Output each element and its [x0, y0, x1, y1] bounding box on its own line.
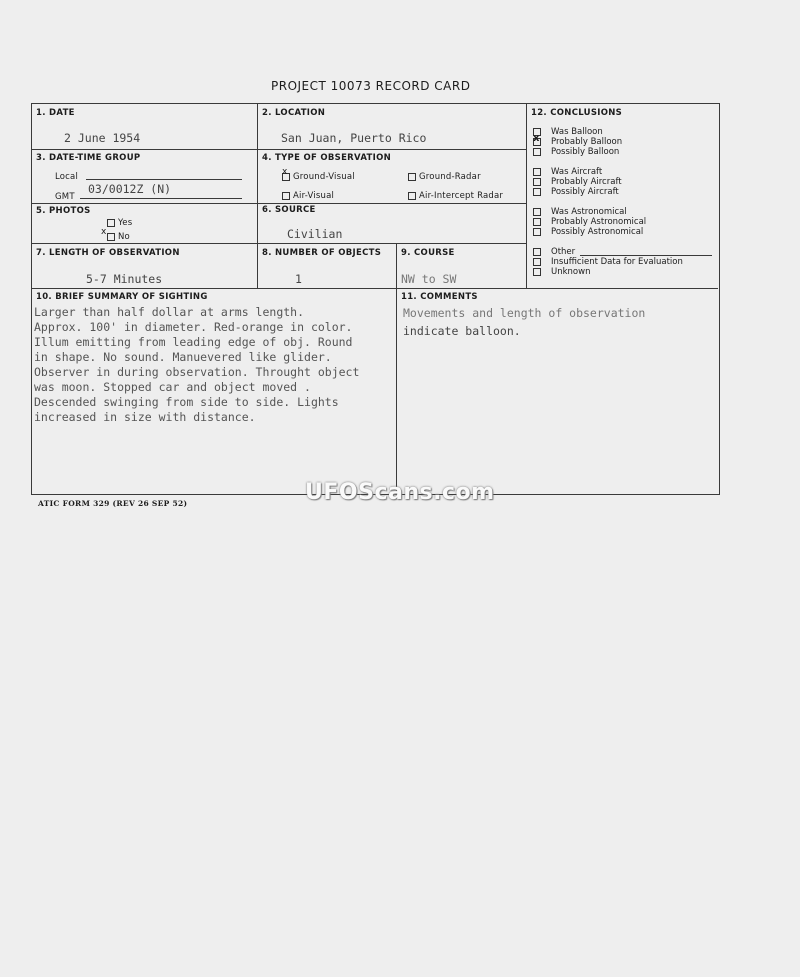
watermark-text: UFOScans.com — [305, 480, 495, 505]
photos-label: 5. PHOTOS — [36, 206, 91, 216]
source-value: Civilian — [287, 227, 343, 241]
summary-line: Observer in during observation. Throught object — [34, 365, 360, 379]
course-label: 9. COURSE — [401, 248, 455, 258]
summary-line: Descended swinging from side to side. Lights — [34, 395, 339, 409]
summary-line: Larger than half dollar at arms length. — [34, 305, 305, 319]
length-value: 5-7 Minutes — [86, 272, 163, 286]
objects-label: 8. NUMBER OF OBJECTS — [262, 248, 382, 258]
length-label: 7. LENGTH OF OBSERVATION — [36, 248, 180, 258]
divider-row-3 — [32, 243, 526, 244]
summary-label: 10. BRIEF SUMMARY OF SIGHTING — [36, 292, 208, 302]
divider-row-2 — [32, 203, 526, 204]
card-title: PROJECT 10073 RECORD CARD — [271, 79, 471, 93]
summary-line: Approx. 100' in diameter. Red-orange in color. — [34, 320, 353, 334]
ground-radar-option: Ground-Radar — [419, 172, 481, 182]
divider-row-1 — [32, 149, 526, 150]
summary-line: in shape. No sound. Manuevered like glider. — [34, 350, 332, 364]
air-visual-checkbox — [282, 192, 290, 200]
photos-no-option: No — [118, 232, 130, 242]
divider-course-column — [396, 244, 397, 493]
photos-yes-option: Yes — [118, 218, 133, 228]
air-intercept-checkbox — [408, 192, 416, 200]
gmt-label: GMT — [55, 192, 75, 202]
probably-balloon-mark: x — [533, 133, 540, 144]
ground-visual-mark: x — [282, 167, 288, 177]
local-underline — [86, 179, 242, 180]
summary-line: increased in size with distance. — [34, 410, 256, 424]
photos-yes-checkbox — [107, 219, 115, 227]
gmt-underline — [80, 198, 242, 199]
other-underline — [580, 255, 712, 256]
divider-left-column — [257, 104, 258, 288]
comment-line: indicate balloon. — [403, 324, 521, 338]
dtg-label: 3. DATE-TIME GROUP — [36, 153, 141, 163]
summary-line: Illum emitting from leading edge of obj. Round — [34, 335, 353, 349]
divider-row-4 — [32, 288, 718, 289]
source-label: 6. SOURCE — [262, 205, 316, 215]
air-visual-option: Air-Visual — [293, 191, 335, 201]
photos-no-checkbox — [107, 233, 115, 241]
course-value: NW to SW — [401, 272, 457, 286]
date-value: 2 June 1954 — [64, 131, 141, 145]
objects-value: 1 — [295, 272, 302, 286]
ground-radar-checkbox — [408, 173, 416, 181]
summary-line: was moon. Stopped car and object moved . — [34, 380, 311, 394]
gmt-value: 03/0012Z (N) — [88, 182, 172, 196]
photos-no-mark: x — [101, 227, 107, 237]
comments-label: 11. COMMENTS — [401, 292, 478, 302]
conclusions-label: 12. CONCLUSIONS — [531, 108, 623, 118]
air-intercept-option: Air-Intercept Radar — [419, 191, 504, 201]
local-label: Local — [55, 172, 79, 182]
location-label: 2. LOCATION — [262, 108, 326, 118]
form-id: ATIC FORM 329 (REV 26 SEP 52) — [38, 499, 188, 508]
location-value: San Juan, Puerto Rico — [281, 131, 427, 145]
ground-visual-option: Ground-Visual — [293, 172, 355, 182]
obs-type-label: 4. TYPE OF OBSERVATION — [262, 153, 392, 163]
comment-line: Movements and length of observation — [403, 306, 646, 320]
divider-conclusions-column — [526, 104, 527, 288]
date-label: 1. DATE — [36, 108, 75, 118]
